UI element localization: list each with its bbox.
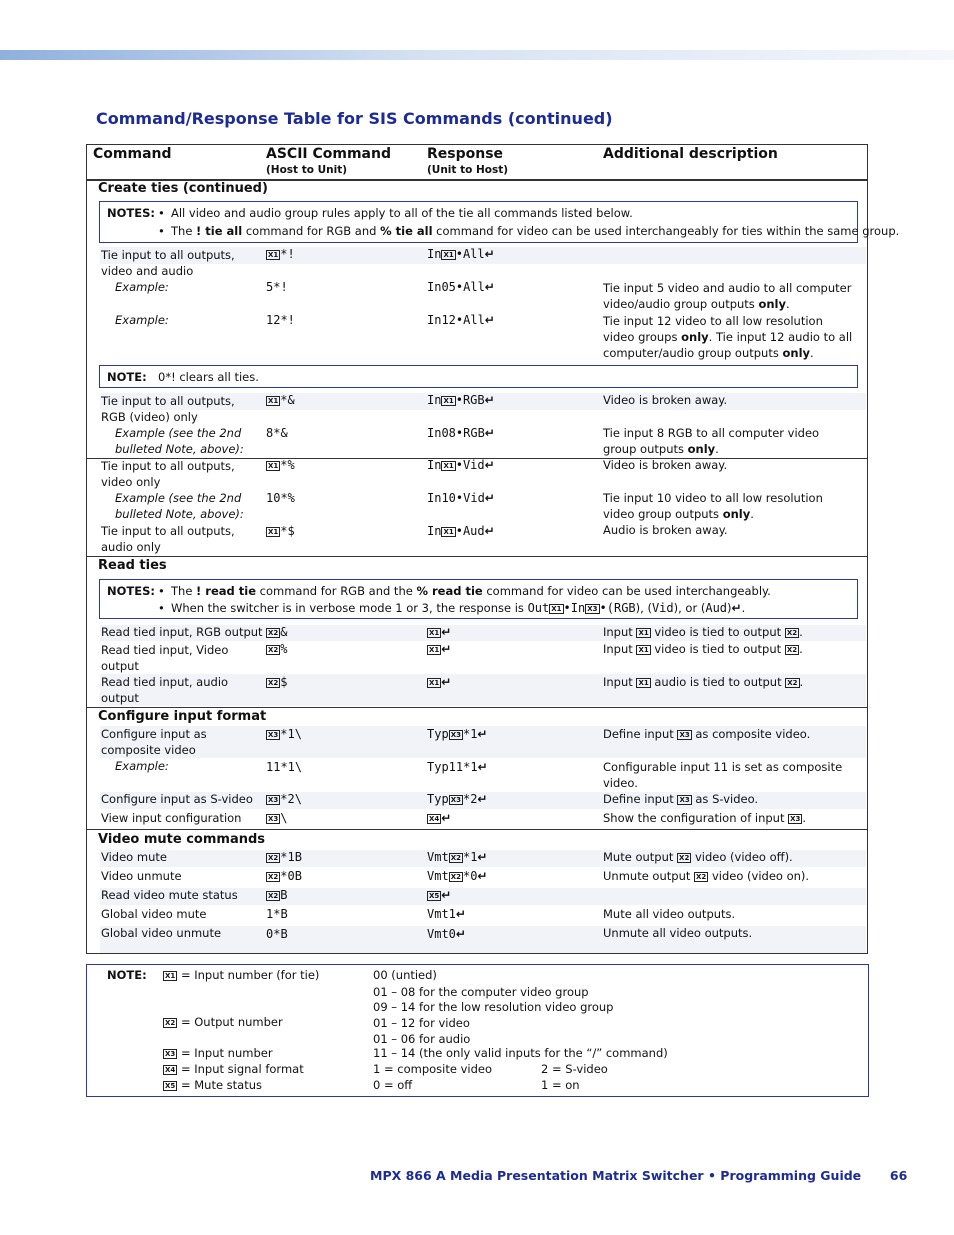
desc-cfg-composite: Define input X3 as composite video. [603, 727, 811, 741]
ascii-vmute: X2 *1B [268, 850, 302, 864]
footer-title: MPX 866 A Media Presentation Matrix Switcher • Programming Guide [370, 1168, 862, 1183]
resp-gmute: Vmt1↵ [427, 907, 466, 921]
legend-value: 01 – 06 for audio [373, 1032, 471, 1046]
ascii-tie-all-ex1: 5*! [266, 280, 288, 294]
ascii-cfg-svideo: X3 *2\ [268, 792, 302, 806]
desc-tie-aud: Audio is broken away. [603, 523, 728, 537]
desc-tie-rgb: Video is broken away. [603, 393, 728, 407]
note-text: When the switcher is in verbose mode 1 or 3, the response is Out X1 •In X3 •(RGB), (Vid), or (Aud)↵. [171, 601, 746, 615]
notes-box-read-ties [99, 579, 858, 619]
example-label: Example (see the 2nd bulleted Note, above): [115, 426, 244, 456]
ascii-tie-vid: X1 *% [268, 458, 295, 472]
section-configure-input: Configure input format [98, 709, 267, 724]
cmd-cfg-svideo: Configure input as S-video [101, 792, 253, 806]
note-text: The ! tie all command for RGB and % tie all command for video can be used interchangeably for ties within the same group. [171, 224, 900, 238]
legend-value: 01 – 12 for video [373, 1016, 470, 1030]
ascii-read-audio: X2 $ [268, 675, 288, 689]
legend-value: 00 (untied) [373, 968, 437, 982]
resp-tie-all-ex1: In05•All↵ [427, 280, 495, 294]
cmd-read-audio: Read tied input, audio output [101, 675, 229, 705]
legend-value: 09 – 14 for the low resolution video group [373, 1000, 614, 1014]
ascii-vunmute: X2 *0B [268, 869, 302, 883]
cmd-tie-aud: Tie input to all outputs, audio only [101, 524, 235, 554]
cmd-tie-rgb: Tie input to all outputs, RGB (video) only [101, 394, 235, 424]
resp-read-rgb: X1 ↵ [429, 625, 452, 639]
col-header-ascii: ASCII Command [266, 146, 391, 162]
notes-label: NOTES: [107, 584, 155, 598]
cmd-tie-vid: Tie input to all outputs, video only [101, 459, 235, 489]
example-label: Example: [115, 280, 169, 294]
bullet: • [158, 224, 165, 238]
header-bar [0, 50, 954, 60]
cmd-vunmute: Video unmute [101, 869, 182, 883]
page-number: 66 [889, 1168, 908, 1183]
legend-x4: X4 = Input signal format [165, 1062, 304, 1076]
bullet: • [158, 584, 165, 598]
desc-read-rgb: Input X1 video is tied to output X2 . [603, 625, 803, 639]
ascii-tie-aud: X1 *$ [268, 524, 295, 538]
ascii-cfg-ex: 11*1\ [266, 760, 303, 774]
resp-tie-vid-ex: In10•Vid↵ [427, 491, 495, 505]
resp-view-cfg: X4 ↵ [429, 811, 452, 825]
resp-gunmute: Vmt0↵ [427, 927, 466, 941]
legend-note-label: NOTE: [107, 968, 147, 982]
col-header-response: Response [427, 146, 504, 162]
desc-read-video: Input X1 video is tied to output X2 . [603, 642, 803, 656]
ascii-gmute: 1*B [266, 907, 288, 921]
legend-value: 0 = off [373, 1078, 413, 1092]
ascii-read-video: X2 % [268, 642, 288, 656]
note-text: 0*! clears all ties. [158, 370, 259, 384]
legend-x5: X5 = Mute status [165, 1078, 263, 1092]
cmd-read-rgb: Read tied input, RGB output [101, 625, 263, 639]
row-divider [86, 556, 868, 557]
cmd-gmute: Global video mute [101, 907, 207, 921]
resp-read-audio: X1 ↵ [429, 675, 452, 689]
ascii-tie-vid-ex: 10*% [266, 491, 295, 505]
legend-x1: X1 = Input number (for tie) [165, 968, 320, 982]
cmd-read-vmute: Read video mute status [101, 888, 238, 902]
desc-tie-vid: Video is broken away. [603, 458, 728, 472]
resp-tie-rgb-ex: In08•RGB↵ [427, 426, 495, 440]
ascii-tie-all: X1 *! [268, 247, 295, 261]
desc-gmute: Mute all video outputs. [603, 907, 736, 921]
col-header-response-sub: (Unit to Host) [427, 164, 509, 176]
cmd-gunmute: Global video unmute [101, 926, 222, 940]
ascii-tie-rgb: X1 *& [268, 393, 295, 407]
desc-cfg-svideo: Define input X3 as S-video. [603, 792, 759, 806]
legend-x2: X2 = Output number [165, 1015, 283, 1029]
resp-tie-rgb: In X1 •RGB↵ [427, 393, 495, 407]
ascii-view-cfg: X3 \ [268, 811, 288, 825]
resp-vunmute: Vmt X2 *0↵ [427, 869, 488, 883]
legend-value: 01 – 08 for the computer video group [373, 985, 589, 999]
note-box-clear [99, 365, 858, 388]
bullet: • [158, 206, 165, 220]
resp-tie-aud: In X1 •Aud↵ [427, 524, 495, 538]
section-video-mute: Video mute commands [98, 832, 266, 847]
note-text: All video and audio group rules apply to all of the tie all commands listed below. [171, 206, 633, 220]
desc-tie-all-ex2: Tie input 12 video to all low resolution video groups only. Tie input 12 audio to all computer/audio group outputs only. [603, 314, 853, 360]
page-title: Command/Response Table for SIS Commands (continued) [96, 109, 613, 128]
desc-vunmute: Unmute output X2 video (video on). [603, 869, 810, 883]
section-create-ties: Create ties (continued) [98, 181, 268, 196]
desc-tie-rgb-ex: Tie input 8 RGB to all computer video group outputs only. [603, 426, 820, 456]
legend-value: 11 – 14 (the only valid inputs for the “/” command) [373, 1046, 668, 1060]
legend-x3: X3 = Input number [165, 1046, 273, 1060]
resp-cfg-composite: Typ X3 *1↵ [427, 727, 488, 741]
example-label: Example (see the 2nd bulleted Note, above): [115, 491, 244, 521]
notes-label: NOTES: [107, 206, 155, 220]
desc-cfg-ex: Configurable input 11 is set as composite video. [603, 760, 843, 790]
resp-tie-all: In X1 •All↵ [427, 247, 495, 261]
note-label: NOTE: [107, 370, 147, 384]
resp-tie-vid: In X1 •Vid↵ [427, 458, 495, 472]
cmd-cfg-composite: Configure input as composite video [101, 727, 207, 757]
desc-tie-all-ex1: Tie input 5 video and audio to all computer video/audio group outputs only. [603, 281, 852, 311]
cmd-read-video: Read tied input, Video output [101, 643, 229, 673]
example-label: Example: [115, 759, 169, 773]
resp-tie-all-ex2: In12•All↵ [427, 313, 495, 327]
footer [370, 1168, 907, 1183]
row-divider [86, 829, 868, 830]
legend-value: 1 = composite video [373, 1062, 492, 1076]
resp-read-vmute: X5 ↵ [429, 888, 452, 902]
note-text: The ! read tie command for RGB and the % read tie command for video can be used interchangeably. [171, 584, 771, 598]
ascii-read-vmute: X2 B [268, 888, 288, 902]
desc-read-audio: Input X1 audio is tied to output X2 . [603, 675, 804, 689]
ascii-tie-rgb-ex: 8*& [266, 426, 288, 440]
ascii-tie-all-ex2: 12*! [266, 313, 295, 327]
ascii-read-rgb: X2 & [268, 625, 288, 639]
col-header-command: Command [93, 146, 172, 162]
desc-gunmute: Unmute all video outputs. [603, 926, 753, 940]
resp-cfg-ex: Typ11*1↵ [427, 760, 488, 774]
desc-vmute: Mute output X2 video (video off). [603, 850, 793, 864]
resp-cfg-svideo: Typ X3 *2↵ [427, 792, 488, 806]
notes-box-create-ties [99, 201, 900, 243]
ascii-gunmute: 0*B [266, 927, 288, 941]
legend-value: 1 = on [541, 1078, 580, 1092]
legend-value: 2 = S-video [541, 1062, 608, 1076]
desc-tie-vid-ex: Tie input 10 video to all low resolution video group outputs only. [603, 491, 823, 521]
cmd-vmute: Video mute [101, 850, 167, 864]
bullet: • [158, 601, 165, 615]
resp-vmute: Vmt X2 *1↵ [427, 850, 488, 864]
row-divider [86, 707, 868, 708]
col-header-ascii-sub: (Host to Unit) [266, 164, 348, 176]
section-read-ties: Read ties [98, 558, 167, 573]
ascii-cfg-composite: X3 *1\ [268, 727, 302, 741]
desc-view-cfg: Show the configuration of input X3 . [603, 811, 807, 825]
col-header-description: Additional description [603, 146, 778, 162]
resp-read-video: X1 ↵ [429, 642, 452, 656]
example-label: Example: [115, 313, 169, 327]
cmd-view-cfg: View input configuration [101, 811, 242, 825]
cmd-tie-all: Tie input to all outputs, video and audio [101, 248, 235, 278]
